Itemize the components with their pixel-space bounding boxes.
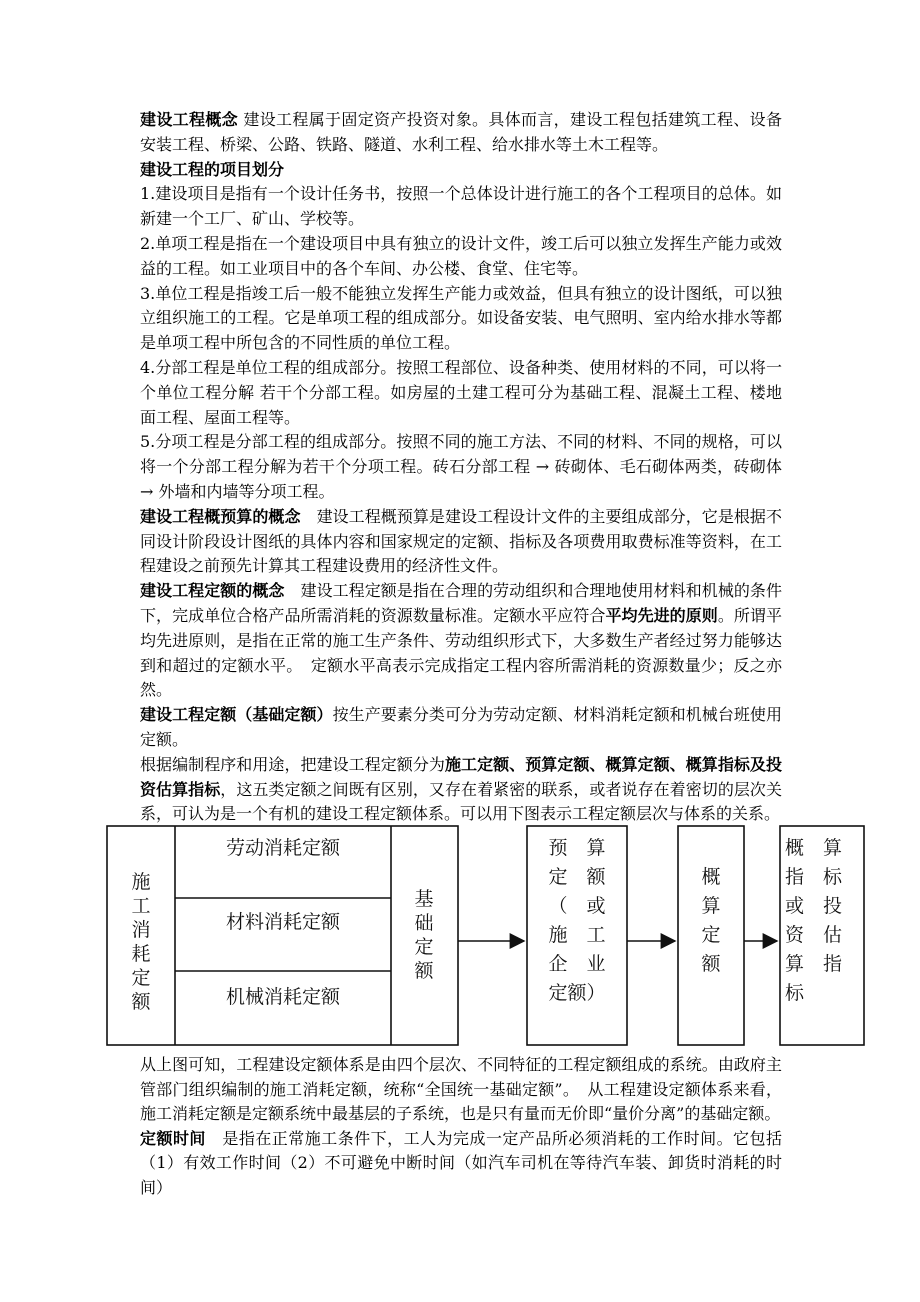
base-label-char: 基	[414, 888, 434, 910]
row-label-labor: 劳动消耗定额	[225, 837, 340, 859]
budget-label-line: 施 工	[548, 924, 606, 946]
paragraph-diagram-explanation: 从上图可知，工程建设定额体系是由四个层次、不同特征的工程定额组成的系统。由政府主管部门组织编制的施工消耗定额，统称“全国统一基础定额”。 从工程建设定额体系来看，施工消耗定额是定额系统中最基层的子系统，也是只有量而无价即“量价分离”的基础定额。	[140, 1055, 782, 1124]
paragraph-quota-types	[140, 753, 782, 827]
paragraph-base-quota	[140, 703, 782, 753]
left-label-char: 额	[131, 991, 151, 1013]
base-label-char: 定	[414, 936, 434, 958]
project-division-item-2: 2.单项工程是指在一个建设项目中具有独立的设计文件，竣工后可以独立发挥生产能力或效益的工程。如工业项目中的各个车间、办公楼、食堂、住宅等。	[140, 233, 782, 278]
base-label-char: 础	[414, 912, 434, 934]
budget-label-line: 企 业	[548, 953, 606, 975]
budget-label-line: （ 或	[548, 895, 606, 917]
heading-construction-concept: 建设工程概念	[140, 110, 238, 129]
estimate-label-char: 概	[701, 866, 721, 888]
left-label-char: 工	[131, 895, 151, 917]
index-label	[785, 834, 859, 1008]
left-label-char: 消	[131, 919, 151, 941]
bold-average-advanced-principle: 平均先进的原则	[605, 605, 718, 625]
body-quota-concept-b: 。所谓平均先进原则，是指在正常的施工生产条件、劳动组织形式下，大多数生产者经过努力能够达到和超过的定额水平。 定额水平高表示完成指定工程内容所需消耗的资源数量少；反之亦然。	[140, 605, 782, 700]
base-label-char: 额	[414, 960, 434, 982]
paragraph-quota-time	[140, 1127, 782, 1201]
left-label-construction-consumption	[126, 870, 156, 1014]
project-division-item-1: 1.建设项目是指有一个设计任务书，按照一个总体设计进行施工的各个工程项目的总体。如新建一个工厂、矿山、学校等。	[140, 184, 782, 229]
base-quota-label	[409, 887, 439, 983]
heading-quota-time: 定额时间	[140, 1128, 206, 1148]
paragraph-budget-concept	[140, 505, 782, 579]
left-label-char: 施	[131, 871, 151, 893]
budget-label-line: 预 算	[548, 837, 606, 859]
index-label-line: 指 标	[785, 866, 843, 888]
estimate-quota-label	[696, 863, 726, 979]
budget-label-line: 定额）	[548, 982, 606, 1004]
index-label-line: 标	[785, 982, 805, 1004]
left-label-char: 耗	[131, 943, 151, 965]
index-label-line: 资 估	[785, 924, 843, 946]
body-quota-types-a: 根据编制程序和用途，把建设工程定额分为	[140, 754, 445, 774]
upper-text-block	[140, 108, 782, 827]
paragraph-construction-concept	[140, 108, 782, 158]
heading-project-division: 建设工程的项目划分	[140, 159, 285, 179]
heading-base-quota: 建设工程定额（基础定额）	[140, 705, 333, 725]
lower-text-block	[140, 1053, 782, 1201]
heading-budget-concept: 建设工程概预算的概念	[140, 506, 301, 526]
index-label-line: 算 指	[785, 953, 843, 975]
body-quota-time: 是指在正常施工条件下，工人为完成一定产品所必须消耗的工作时间。它包括（1）有效工作时间（2）不可避免中断时间（如汽车司机在等待汽车装、卸货时消耗的时间）	[140, 1128, 782, 1197]
row-label-machinery: 机械消耗定额	[225, 986, 340, 1008]
project-division-item-4: 4.分部工程是单位工程的组成部分。按照工程部位、设备种类、使用材料的不同，可以将一个单位工程分解 若干个分部工程。如房屋的土建工程可分为基础工程、混凝土工程、楼地面工程、屋面工程等。	[140, 357, 782, 427]
project-division-item-5: 5.分项工程是分部工程的组成部分。按照不同的施工方法、不同的材料、不同的规格，可以将一个分部工程分解为若干个分项工程。砖石分部工程 → 砖砌体、毛石砌体两类，砖砌体 → 外墙和内墙等分项工程。	[140, 432, 782, 501]
row-label-material: 材料消耗定额	[225, 911, 340, 933]
index-label-line: 或 投	[785, 895, 843, 917]
body-construction-concept: 建设工程属于固定资产投资对象。具体而言，建设工程包括建筑工程、设备安装工程、桥梁、公路、铁路、隧道、水利工程、给水排水等土木工程等。	[140, 110, 782, 154]
project-division-item-3: 3.单位工程是指竣工后一般不能独立发挥生产能力或效益，但具有独立的设计图纸，可以独立组织施工的工程。它是单项工程的组成部分。如设备安装、电气照明、室内给水排水等都是单项工程中所包含的不同性质的单位工程。	[140, 283, 782, 353]
paragraph-quota-concept	[140, 579, 782, 703]
index-label-line: 概 算	[785, 837, 843, 859]
estimate-label-char: 额	[701, 953, 721, 975]
quota-hierarchy-diagram	[106, 825, 866, 1047]
estimate-label-char: 算	[701, 895, 721, 917]
budget-label-line: 定 额	[548, 866, 606, 888]
budget-quota-label	[532, 834, 622, 1008]
bold-quota-types: 施工定额、预算定额、概算定额、概算指标及投资估算指标	[140, 754, 782, 799]
left-label-char: 定	[131, 967, 151, 989]
body-quota-types-b: ，这五类定额之间既有区别，又存在着紧密的联系，或者说存在着密切的层次关系，可认为是一个有机的建设工程定额体系。可以用下图表示工程定额层次与体系的关系。	[140, 779, 782, 824]
body-budget-concept: 建设工程概预算是建设工程设计文件的主要组成部分，它是根据不同设计阶段设计图纸的具体内容和国家规定的定额、指标及各项费用取费标准等资料，在工程建设之前预先计算其工程建设费用的经济性文件。	[140, 506, 782, 576]
body-base-quota: 按生产要素分类可分为劳动定额、材料消耗定额和机械台班使用定额。	[140, 705, 782, 749]
estimate-label-char: 定	[701, 924, 721, 946]
body-quota-concept-a: 建设工程定额是指在合理的劳动组织和合理地使用材料和机械的条件下，完成单位合格产品所需消耗的资源数量标准。定额水平应符合	[140, 581, 782, 625]
heading-quota-concept: 建设工程定额的概念	[140, 581, 285, 601]
